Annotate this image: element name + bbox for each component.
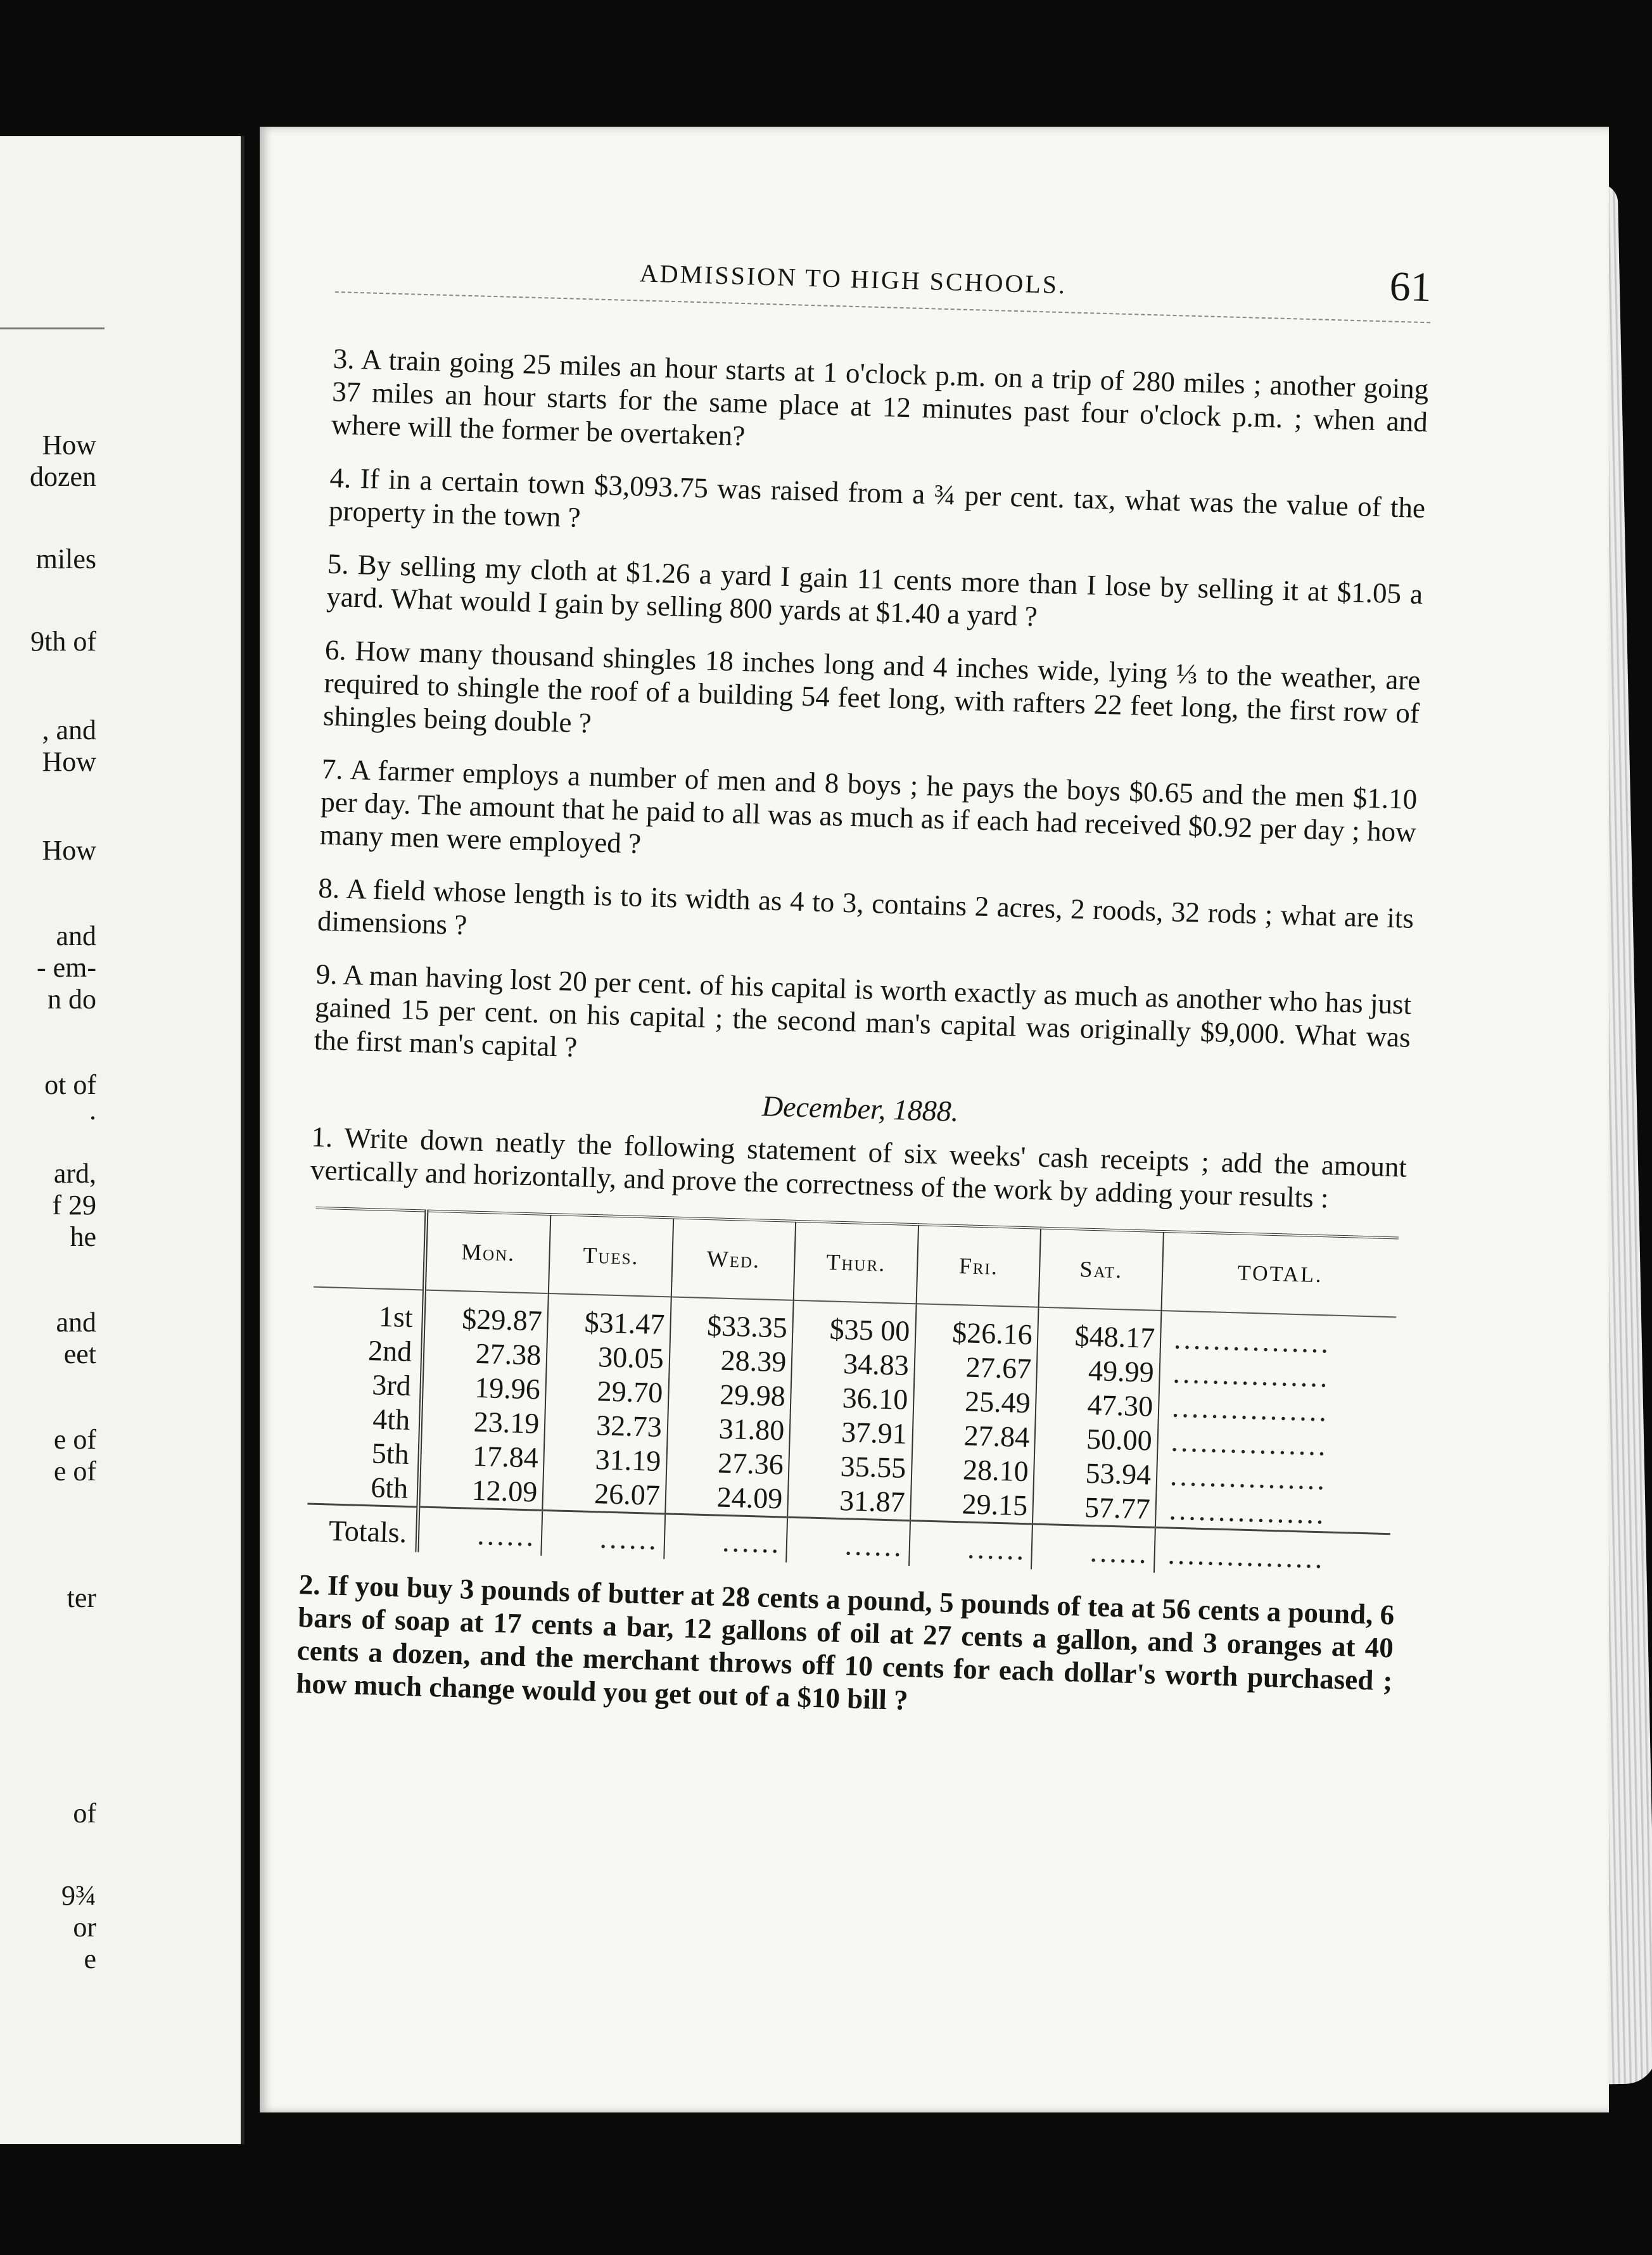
row-label: 2nd	[367, 1334, 412, 1368]
totals-cell	[664, 1514, 787, 1563]
col-header-tues: Tues.	[549, 1214, 673, 1297]
totals-cell	[1154, 1527, 1390, 1579]
cell-value: 19.96	[421, 1369, 547, 1406]
problem-7: 7. A farmer employs a number of men and 8 boys ; he pays the boys $0.65 and the men $1.10 per day. The amount that he paid to all was as much as if each had received $0.92 per day ; how many men were employed ?	[319, 753, 1418, 860]
book-page	[260, 127, 1609, 2112]
left-fragment: ard,	[53, 1158, 96, 1189]
cell-value: 31.80	[667, 1410, 791, 1447]
cell-value: 27.36	[666, 1444, 790, 1482]
problem-3: 3. A train going 25 miles an hour starts at 1 o'clock p.m. on a trip of 280 miles ; another going 37 miles an hour starts for the same place at 12 minutes past four o'clock p.m. ; when and where will the former be overtaken?	[331, 342, 1429, 452]
totals-cell	[786, 1517, 910, 1566]
cell-value: 50.00	[1034, 1421, 1158, 1458]
cell-value: 25.49	[913, 1383, 1036, 1420]
left-fragment: n do	[48, 984, 96, 1015]
total-dots: ................	[1170, 1425, 1329, 1462]
total-cell	[1160, 1311, 1396, 1362]
cell-value: 28.39	[669, 1342, 792, 1379]
total-dots: ................	[1168, 1493, 1327, 1530]
left-fragment: 9¾	[61, 1880, 96, 1911]
total-dots: ................	[1173, 1322, 1331, 1359]
cell-value: 29.98	[668, 1376, 792, 1413]
problem-8: 8. A field whose length is to its width as 4 to 3, contains 2 acres, 2 roods, 32 rods ; what are its dimensions ?	[317, 872, 1414, 941]
row-label: 5th	[371, 1437, 410, 1470]
total-dots: ................	[1171, 1390, 1330, 1428]
left-fragment: ter	[67, 1582, 96, 1613]
problem-9: 9. A man having lost 20 per cent. of his capital is worth exactly as much as another who has just gained 15 per cent. on his capital ; the second man's capital was originally $9,000. What was the first man's capital ?	[314, 958, 1412, 1064]
problem-5: 5. By selling my cloth at $1.26 a yard I gain 11 cents more than I lose by selling it at $1.05 a yard. What would I gain by selling 800 yards at $1.40 a yard ?	[326, 547, 1423, 633]
cell-value: 35.55	[789, 1448, 912, 1485]
left-fragment: and	[56, 920, 96, 951]
row-label: 3rd	[371, 1368, 412, 1402]
page-number: 61	[1388, 263, 1432, 311]
problem-6: 6. How many thousand shingles 18 inches long and 4 inches wide, lying ⅓ to the weather, are required to shingle the roof of a building 54 feet long, with rafters 22 feet long, the first row of shingles being double ?	[322, 633, 1421, 739]
totals-dots: ......	[476, 1518, 537, 1553]
cell-value: 28.10	[911, 1451, 1034, 1489]
running-head	[335, 253, 1432, 323]
running-title: ADMISSION TO HIGH SCHOOLS.	[639, 258, 1067, 300]
total-dots: ................	[1172, 1356, 1331, 1394]
cell-value: 49.99	[1036, 1352, 1160, 1390]
cell-value: $31.47	[547, 1293, 671, 1342]
col-header-mon: Mon.	[424, 1211, 551, 1293]
left-fragment: 9th of	[30, 626, 96, 657]
totals-dots: ......	[721, 1525, 782, 1559]
problem-1-dec: 1. Write down neatly the following statement of six weeks' cash receipts ; add the amount vertically and horizontally, and prove the correctness of the work by adding your results :	[310, 1121, 1407, 1214]
cell-value: 12.09	[418, 1471, 543, 1510]
cell-value: 31.87	[787, 1482, 911, 1521]
left-fragment: of	[73, 1798, 96, 1829]
left-fragment: e of	[53, 1456, 96, 1487]
left-fragment: e	[84, 1943, 96, 1974]
row-label: 6th	[370, 1471, 409, 1504]
cell-value: 31.19	[543, 1441, 667, 1478]
cell-value: 57.77	[1032, 1489, 1156, 1528]
problem-4: 4. If in a certain town $3,093.75 was raised from a ¾ per cent. tax, what was the value of the property in the town ?	[328, 461, 1426, 533]
cell-value: 23.19	[420, 1403, 545, 1440]
left-fragment: and	[56, 1307, 96, 1338]
totals-cell	[542, 1510, 665, 1559]
left-facing-page	[0, 136, 245, 2144]
col-header-sat: Sat.	[1039, 1228, 1164, 1311]
problems-block	[295, 342, 1429, 1750]
corner-cell	[314, 1208, 426, 1290]
cell-value: 17.84	[419, 1437, 545, 1475]
left-fragment: How	[42, 835, 96, 866]
cell-value: 29.15	[910, 1485, 1034, 1524]
page-content	[295, 258, 1432, 1717]
left-fragment: ot of	[44, 1069, 96, 1100]
cell-value: 37.91	[789, 1414, 913, 1451]
totals-dots: ................	[1167, 1537, 1326, 1575]
left-fragment: e of	[53, 1424, 96, 1455]
cell-value: 29.70	[545, 1373, 669, 1410]
cell-value: 24.09	[665, 1478, 789, 1517]
cell-value: $29.87	[423, 1290, 549, 1338]
left-fragment: How	[42, 429, 96, 461]
col-header-fri: Fri.	[916, 1224, 1041, 1307]
section-heading: December, 1888.	[761, 1089, 960, 1128]
total-cell	[1155, 1492, 1391, 1534]
row-label: 1st	[312, 1287, 424, 1335]
cell-value: 47.30	[1036, 1387, 1159, 1424]
cell-value: 27.67	[914, 1349, 1038, 1386]
cell-value: $33.35	[670, 1297, 794, 1345]
left-page-rule	[0, 327, 105, 329]
cell-value: 36.10	[791, 1380, 914, 1417]
left-fragment: f 29	[52, 1190, 96, 1221]
cell-value: 53.94	[1034, 1455, 1157, 1492]
col-header-total: TOTAL.	[1161, 1231, 1398, 1317]
left-fragment: miles	[35, 543, 96, 575]
cell-value: 26.07	[542, 1475, 666, 1514]
totals-cell	[909, 1521, 1032, 1570]
col-header-wed: Wed.	[671, 1217, 796, 1300]
totals-dots: ......	[1090, 1535, 1150, 1570]
totals-cell	[1031, 1524, 1155, 1573]
left-fragment: .	[89, 1095, 96, 1126]
totals-dots: ......	[967, 1532, 1027, 1566]
totals-label: Totals.	[306, 1504, 418, 1552]
left-fragment: - em-	[36, 952, 96, 983]
row-label: 4th	[372, 1402, 410, 1436]
left-fragment: dozen	[29, 461, 96, 492]
totals-cell	[417, 1507, 542, 1556]
cell-value: 27.84	[912, 1417, 1036, 1454]
cell-value: $26.16	[915, 1304, 1038, 1352]
cell-value: 32.73	[545, 1407, 668, 1444]
problem-2-dec: 2. If you buy 3 pounds of butter at 28 cents a pound, 5 pounds of tea at 56 cents a pound, 6 bars of soap at 17 cents a bar, 12 gallons of oil at 27 cents a gallon, and 3 oranges at 40 cents a dozen, and the merchant throws off 10 cents for each dollar's worth purchased ; how much change would you get out of a $10 bill ?	[295, 1568, 1395, 1717]
total-dots: ................	[1169, 1459, 1328, 1496]
left-fragment: , and	[42, 715, 96, 746]
col-header-thur: Thur.	[794, 1221, 918, 1304]
cell-value: 34.83	[792, 1345, 915, 1383]
cash-receipts-table	[306, 1207, 1398, 1580]
totals-dots: ......	[844, 1528, 905, 1563]
left-fragment: or	[73, 1912, 96, 1943]
left-fragment: he	[70, 1221, 96, 1252]
left-fragment: eet	[63, 1338, 96, 1369]
cell-value: 27.38	[422, 1335, 547, 1373]
left-fragment: How	[42, 746, 96, 777]
cell-value: 30.05	[547, 1338, 670, 1376]
cell-value: $35 00	[792, 1300, 916, 1349]
cell-value: $48.17	[1038, 1307, 1161, 1356]
totals-dots: ......	[599, 1521, 659, 1556]
